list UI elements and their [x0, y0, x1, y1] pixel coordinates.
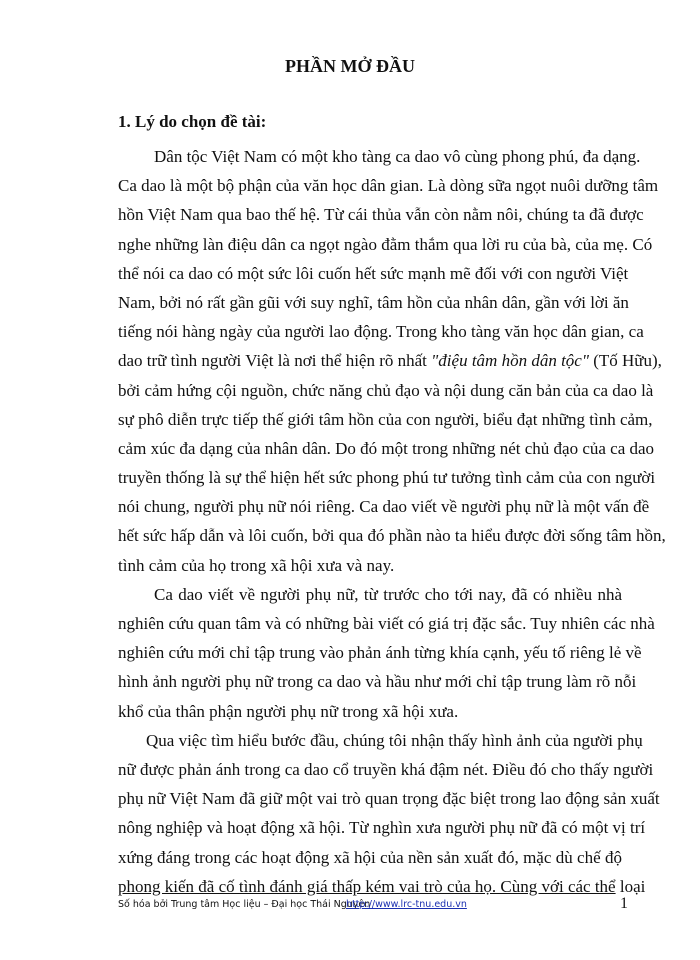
- text-line: Nam, bởi nó rất gần gũi với suy nghĩ, tâm hồn của nhân dân, gần với lời ăn: [118, 292, 629, 312]
- text-fragment: dao trữ tình người Việt là nơi thể hiện rõ nhất: [118, 351, 432, 371]
- text-line: bởi cảm hứng cội nguồn, chức năng chủ đạo và nội dung căn bản của ca dao là: [118, 380, 654, 400]
- text-line: thể nói ca dao có một sức lôi cuốn hết sức mạnh mẽ đối với con người Việt: [118, 263, 629, 283]
- page-number: 1: [620, 895, 628, 912]
- text-line: nữ được phản ánh trong ca dao cổ truyền khá đậm nét. Điều đó cho thấy người: [118, 759, 654, 779]
- underlined-text: phong kiến đã cố tình đánh giá thấp kém vai trò của họ. Cùng với các thể: [118, 876, 616, 896]
- text-line: hồn Việt Nam qua bao thế hệ. Từ cái thủa vẫn còn nằm nôi, chúng ta đã được: [118, 205, 644, 225]
- text-line: xứng đáng trong các hoạt động xã hội của nền sản xuất đó, mặc dù chế độ: [118, 847, 622, 867]
- text-line: nghiên cứu mới chỉ tập trung vào phản ánh từng khía cạnh, yếu tố riêng lẻ về: [118, 643, 642, 663]
- text-line: hết sức hấp dẫn và lôi cuốn, bởi qua đó phần nào ta hiểu được đời sống tâm hồn,: [118, 526, 666, 546]
- section-heading: 1. Lý do chọn đề tài:: [118, 112, 267, 131]
- text-line: tiếng nói hàng ngày của người lao động. Trong kho tàng văn học dân gian, ca: [118, 322, 644, 342]
- text-line: truyền thống là sự thể hiện hết sức phong phú tư tưởng tình cảm của con người: [118, 468, 656, 488]
- quote-italic: "điệu tâm hồn dân tộc": [431, 351, 589, 371]
- footer-link[interactable]: http://www.lrc-tnu.edu.vn: [346, 899, 467, 910]
- text-fragment: loại: [615, 876, 646, 896]
- text-line: nông nghiệp và hoạt động xã hội. Từ nghìn xưa người phụ nữ đã có một vị trí: [118, 818, 646, 838]
- text-line: hình ảnh người phụ nữ trong ca dao và hầu như mới chỉ tập trung làm rõ nỗi: [118, 672, 637, 692]
- footer-source: Số hóa bởi Trung tâm Học liệu – Đại học Thái Nguyên: [118, 899, 371, 910]
- text-line: tình cảm của họ trong xã hội xưa và nay.: [118, 555, 395, 575]
- text-line: nói chung, người phụ nữ nói riêng. Ca dao viết về người phụ nữ là một vấn đề: [118, 497, 650, 517]
- page-title: PHẦN MỞ ĐẦU: [285, 56, 415, 76]
- text-line: nghiên cứu quan tâm và có những bài viết có giá trị đặc sắc. Tuy nhiên các nhà: [118, 614, 655, 633]
- text-line: [118, 872, 646, 901]
- text-line: [118, 346, 662, 375]
- text-line: khổ của thân phận người phụ nữ trong xã hội xưa.: [118, 701, 459, 721]
- text-line: Ca dao là một bộ phận của văn học dân gian. Là dòng sữa ngọt nuôi dưỡng tâm: [118, 176, 659, 196]
- text-line: Qua việc tìm hiểu bước đầu, chúng tôi nhận thấy hình ảnh của người phụ: [146, 730, 643, 750]
- quote-attribution: (Tố Hữu),: [588, 351, 662, 371]
- text-line: Ca dao viết về người phụ nữ, từ trước cho tới nay, đã có nhiều nhà: [154, 584, 622, 604]
- text-line: sự phô diễn trực tiếp thế giới tâm hồn của con người, biểu đạt những tình cảm,: [118, 409, 653, 429]
- text-line: phụ nữ Việt Nam đã giữ một vai trò quan trọng đặc biệt trong lao động sản xuất: [118, 789, 660, 809]
- text-line: Dân tộc Việt Nam có một kho tàng ca dao vô cùng phong phú, đa dạng.: [154, 147, 641, 166]
- text-line: cảm xúc đa dạng của nhân dân. Do đó một trong những nét chủ đạo của ca dao: [118, 438, 655, 458]
- text-line: nghe những làn điệu dân ca ngọt ngào đằm thắm qua lời ru của bà, của mẹ. Có: [118, 234, 653, 254]
- body-text: [118, 142, 666, 901]
